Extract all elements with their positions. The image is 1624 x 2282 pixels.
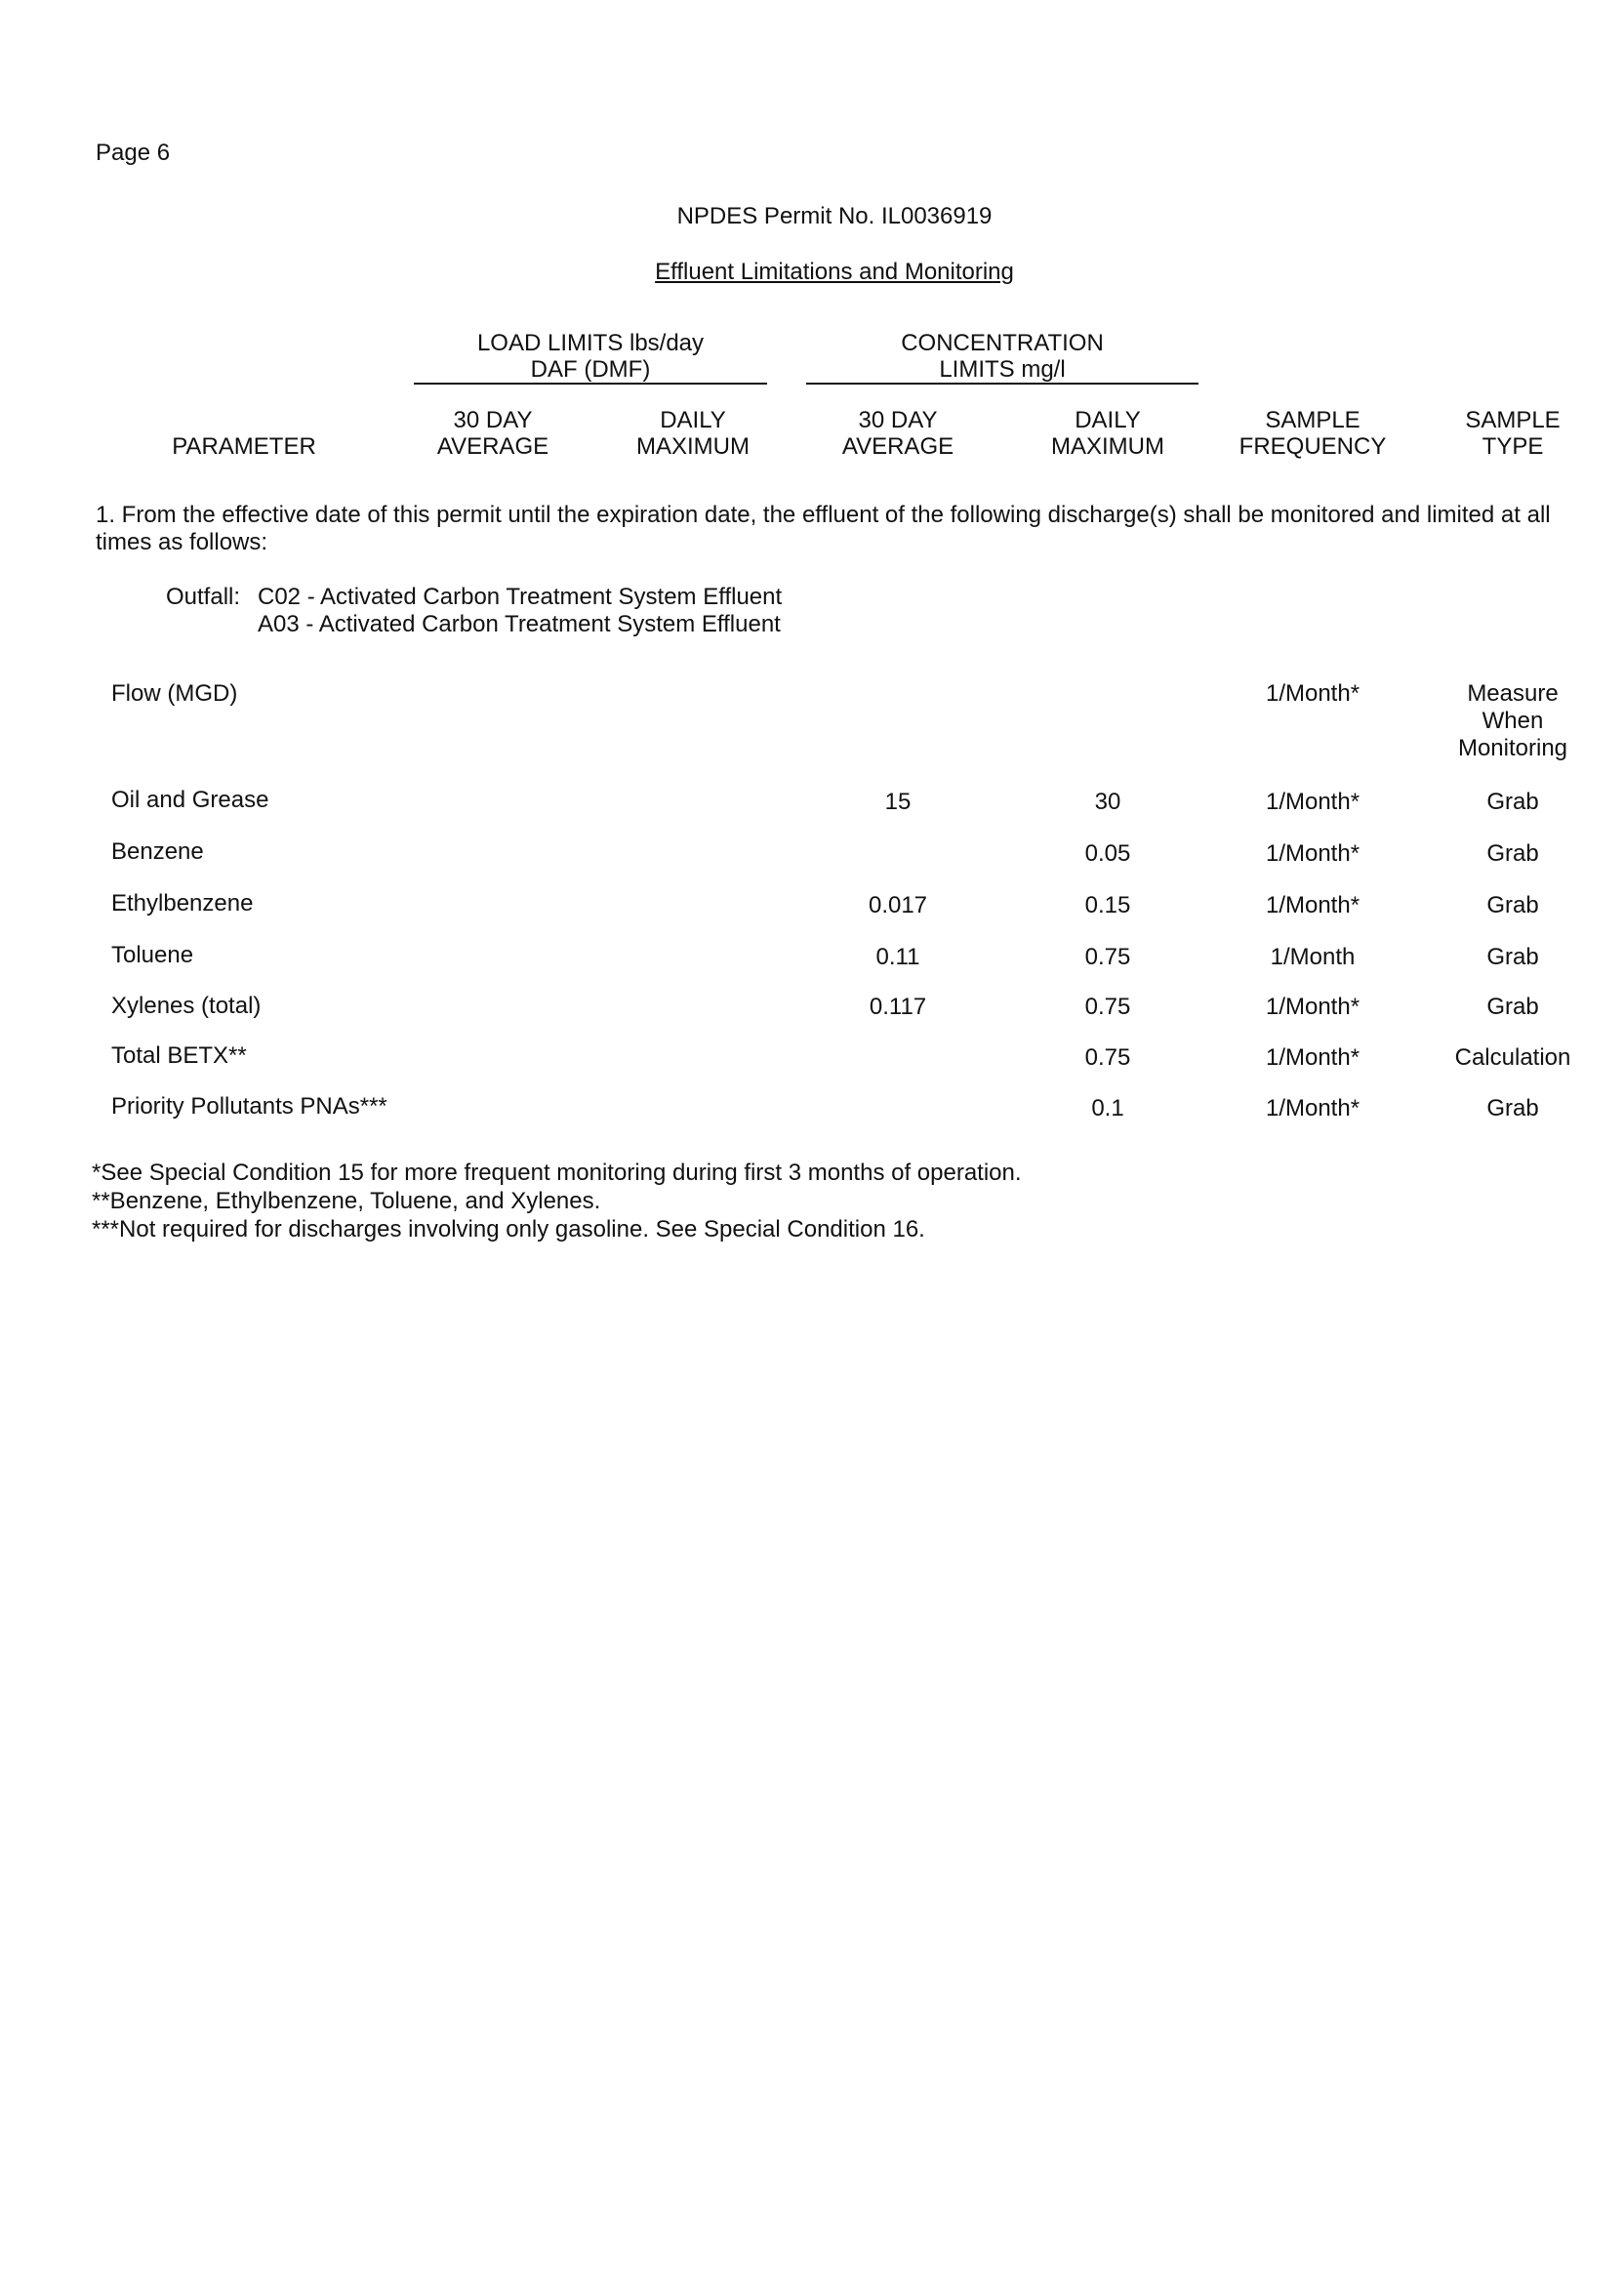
row-conc-avg: 0.11	[875, 944, 920, 970]
col-parameter: PARAMETER	[172, 433, 316, 460]
row-type: Calculation	[1454, 1044, 1571, 1071]
load-limits-rule	[414, 383, 767, 385]
row-frequency: 1/Month*	[1265, 1095, 1360, 1121]
footnote: ***Not required for discharges involving only gasoline. See Special Condition 16.	[92, 1216, 925, 1243]
load-limits-header	[410, 330, 771, 383]
row-parameter: Flow (MGD)	[111, 680, 238, 707]
footnote: **Benzene, Ethylbenzene, Toluene, and Xylenes.	[92, 1188, 601, 1214]
col-load-daily-maximum	[605, 407, 781, 460]
row-type	[1425, 680, 1601, 762]
row-parameter: Priority Pollutants PNAs***	[111, 1093, 387, 1120]
row-frequency: 1/Month*	[1265, 840, 1360, 867]
row-type: Grab	[1486, 994, 1539, 1020]
col-conc-avg-line1: 30 DAY	[858, 407, 938, 433]
row-type: Grab	[1486, 840, 1539, 867]
row-type: Grab	[1486, 789, 1539, 815]
col-sample-frequency	[1215, 407, 1410, 460]
col-load-30day-average	[410, 407, 576, 460]
row-conc-max: 30	[1094, 789, 1121, 815]
row-type: Grab	[1486, 892, 1539, 918]
row-type-line: When	[1482, 708, 1544, 734]
col-conc-daily-maximum	[1020, 407, 1196, 460]
row-conc-avg: 0.017	[868, 892, 928, 918]
concentration-line1: CONCENTRATION	[901, 330, 1104, 356]
row-frequency: 1/Month*	[1265, 1044, 1360, 1071]
row-conc-avg: 15	[884, 789, 912, 815]
col-frequency-line1: SAMPLE	[1265, 407, 1360, 433]
row-conc-max: 0.75	[1084, 944, 1131, 970]
row-conc-max: 0.75	[1084, 994, 1131, 1020]
outfall-label: Outfall:	[166, 584, 241, 610]
row-conc-max: 0.15	[1084, 892, 1131, 918]
row-frequency: 1/Month*	[1265, 789, 1360, 815]
page-number: Page 6	[96, 140, 171, 166]
section-title: Effluent Limitations and Monitoring	[655, 259, 1014, 285]
row-parameter: Xylenes (total)	[111, 993, 262, 1019]
col-conc-30day-average	[815, 407, 981, 460]
col-load-avg-line1: 30 DAY	[453, 407, 533, 433]
row-frequency: 1/Month*	[1265, 994, 1360, 1020]
load-limits-line2: DAF (DMF)	[530, 356, 651, 383]
row-parameter: Benzene	[111, 838, 204, 865]
col-conc-max-line2: MAXIMUM	[1051, 433, 1164, 460]
col-conc-max-line1: DAILY	[1075, 407, 1141, 433]
row-type: Grab	[1486, 944, 1539, 970]
row-conc-max: 0.1	[1091, 1095, 1124, 1121]
load-limits-line1: LOAD LIMITS lbs/day	[476, 330, 705, 356]
intro-paragraph: 1. From the effective date of this permit until the expiration date, the effluent of the following discharge(s) shall be monitored and limited at all times as follows:	[96, 502, 1551, 555]
outfall-line: C02 - Activated Carbon Treatment System Effluent	[258, 584, 783, 610]
col-conc-avg-line2: AVERAGE	[841, 433, 954, 460]
row-frequency: 1/Month	[1270, 944, 1356, 970]
row-type-line: Measure	[1467, 680, 1559, 707]
concentration-line2: LIMITS mg/l	[939, 356, 1066, 383]
concentration-limits-rule	[806, 383, 1198, 385]
row-parameter: Total BETX**	[111, 1042, 247, 1069]
col-type-line2: TYPE	[1482, 433, 1544, 460]
col-type-line1: SAMPLE	[1465, 407, 1561, 433]
col-frequency-line2: FREQUENCY	[1238, 433, 1387, 460]
row-parameter: Oil and Grease	[111, 787, 269, 813]
row-conc-avg: 0.117	[869, 994, 927, 1020]
col-load-avg-line2: AVERAGE	[436, 433, 549, 460]
outfall-list	[258, 584, 782, 638]
col-load-max-line2: MAXIMUM	[636, 433, 750, 460]
permit-title: NPDES Permit No. IL0036919	[676, 203, 993, 229]
footnote: *See Special Condition 15 for more frequent monitoring during first 3 months of operation.	[92, 1160, 1022, 1186]
concentration-limits-header	[802, 330, 1202, 383]
col-load-max-line1: DAILY	[660, 407, 726, 433]
row-parameter: Ethylbenzene	[111, 890, 254, 917]
row-parameter: Toluene	[111, 942, 194, 968]
outfall-line: A03 - Activated Carbon Treatment System Effluent	[258, 611, 781, 637]
row-frequency: 1/Month*	[1265, 892, 1360, 918]
row-type: Grab	[1486, 1095, 1539, 1121]
col-sample-type	[1425, 407, 1601, 460]
row-type-line: Monitoring	[1457, 735, 1568, 761]
footnotes	[92, 1159, 1022, 1243]
row-conc-max: 0.05	[1084, 840, 1131, 867]
row-frequency: 1/Month*	[1265, 680, 1360, 707]
row-conc-max: 0.75	[1084, 1044, 1131, 1071]
